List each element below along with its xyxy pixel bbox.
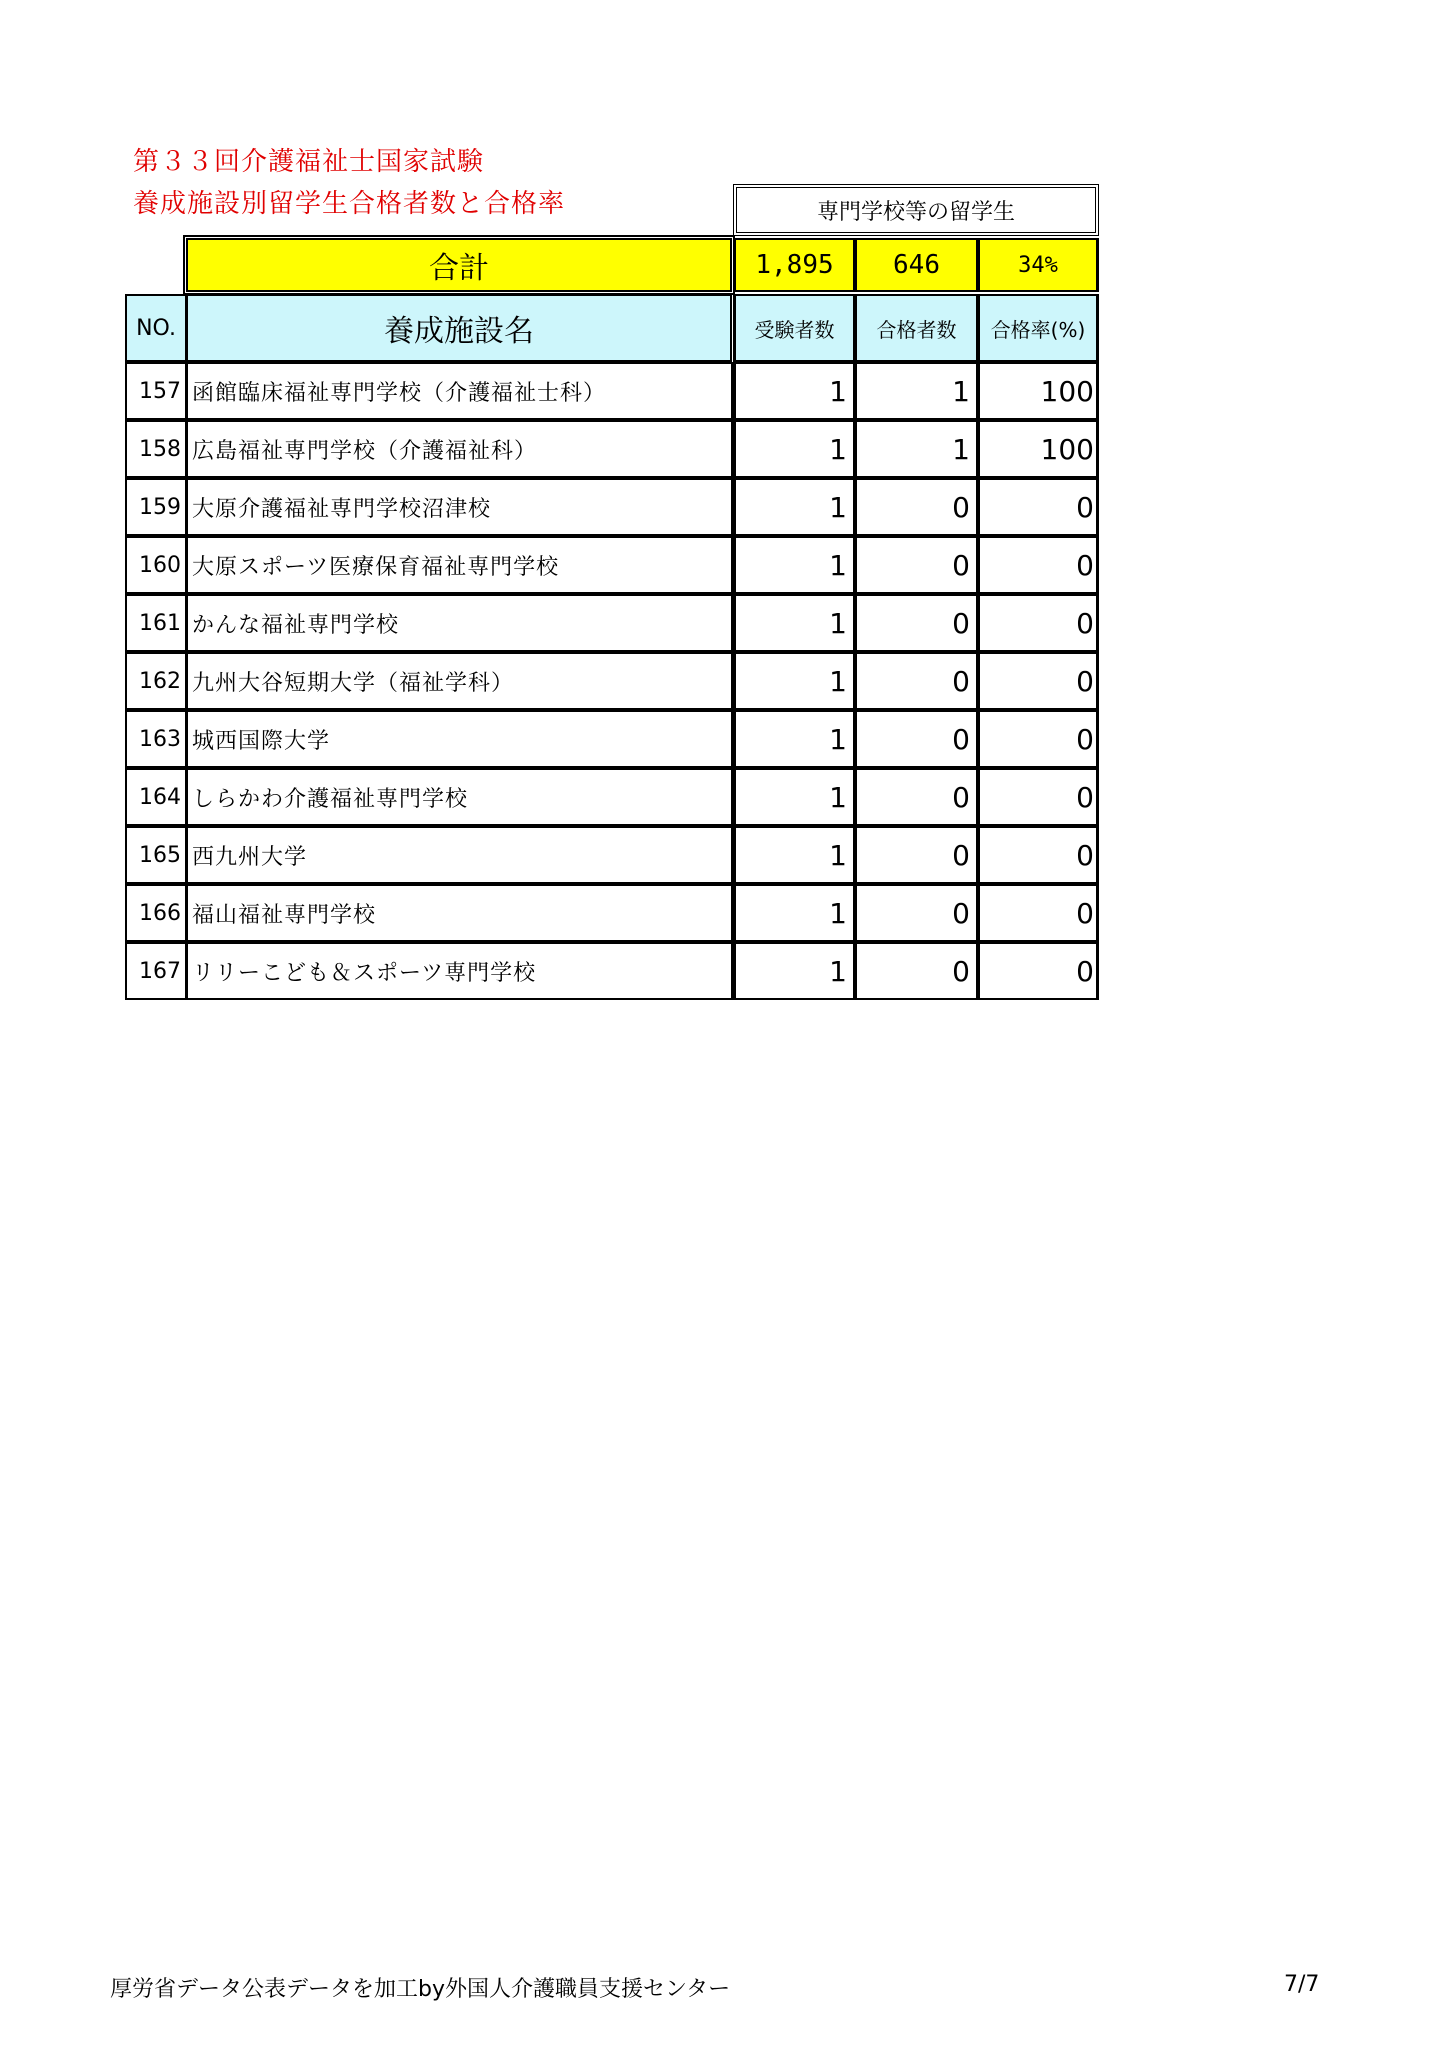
row-passed: 0 [855,826,978,884]
row-applicants: 1 [733,362,855,420]
row-passed: 1 [855,420,978,478]
row-name: 九州大谷短期大学（福祉学科） [186,652,733,710]
table-row [125,536,1099,594]
row-applicants: 1 [733,536,855,594]
row-passed: 0 [855,710,978,768]
total-applicants: 1,895 [733,238,855,292]
row-applicants: 1 [733,652,855,710]
row-passed: 1 [855,362,978,420]
row-name: 広島福祉専門学校（介護福祉科） [186,420,733,478]
header-applicants: 受験者数 [733,294,855,362]
row-name: しらかわ介護福祉専門学校 [186,768,733,826]
document-subtitle: 養成施設別留学生合格者数と合格率 [133,189,566,219]
total-rate: 34% [978,238,1099,292]
table-row [125,884,1099,942]
total-passed: 646 [855,238,978,292]
row-rate: 0 [978,884,1099,942]
row-name: 函館臨床福祉専門学校（介護福祉士科） [186,362,733,420]
row-passed: 0 [855,768,978,826]
row-no: 158 [125,420,187,478]
row-no: 163 [125,710,187,768]
header-name: 養成施設名 [186,294,732,362]
document-title: 第３３回介護福祉士国家試験 [133,147,485,177]
table-row [125,362,1099,420]
table-row [125,594,1099,652]
row-passed: 0 [855,536,978,594]
row-name: 西九州大学 [186,826,733,884]
row-no: 162 [125,652,187,710]
row-no: 160 [125,536,187,594]
row-applicants: 1 [733,942,855,1000]
table-row [125,942,1099,1000]
row-no: 164 [125,768,187,826]
row-rate: 0 [978,652,1099,710]
row-applicants: 1 [733,768,855,826]
row-rate: 0 [978,536,1099,594]
row-applicants: 1 [733,478,855,536]
row-applicants: 1 [733,420,855,478]
row-rate: 0 [978,710,1099,768]
table-row [125,768,1099,826]
row-no: 165 [125,826,187,884]
table-row [125,478,1099,536]
row-name: 城西国際大学 [186,710,733,768]
row-name: 大原スポーツ医療保育福祉専門学校 [186,536,733,594]
row-applicants: 1 [733,884,855,942]
row-no: 167 [125,942,187,1000]
row-applicants: 1 [733,826,855,884]
row-no: 157 [125,362,187,420]
footer-source: 厚労省データ公表データを加工by外国人介護職員支援センター [110,1977,731,2002]
row-rate: 100 [978,420,1099,478]
row-no: 166 [125,884,187,942]
group-header: 専門学校等の留学生 [733,184,1099,236]
page-number: 7/7 [1284,1972,1320,1997]
row-applicants: 1 [733,710,855,768]
row-rate: 0 [978,768,1099,826]
row-name: リリーこども＆スポーツ専門学校 [186,942,733,1000]
row-name: かんな福祉専門学校 [186,594,733,652]
row-rate: 100 [978,362,1099,420]
row-name: 福山福祉専門学校 [186,884,733,942]
table-row [125,826,1099,884]
row-applicants: 1 [733,594,855,652]
total-label: 合計 [186,238,732,292]
header-rate: 合格率(%) [978,294,1099,362]
row-passed: 0 [855,942,978,1000]
row-no: 161 [125,594,187,652]
row-passed: 0 [855,652,978,710]
table-row [125,710,1099,768]
table-row [125,652,1099,710]
header-no: NO. [125,294,187,362]
row-rate: 0 [978,594,1099,652]
table-row [125,420,1099,478]
header-passed: 合格者数 [855,294,978,362]
row-rate: 0 [978,826,1099,884]
row-passed: 0 [855,594,978,652]
row-name: 大原介護福祉専門学校沼津校 [186,478,733,536]
row-rate: 0 [978,942,1099,1000]
row-passed: 0 [855,884,978,942]
row-no: 159 [125,478,187,536]
row-passed: 0 [855,478,978,536]
row-rate: 0 [978,478,1099,536]
